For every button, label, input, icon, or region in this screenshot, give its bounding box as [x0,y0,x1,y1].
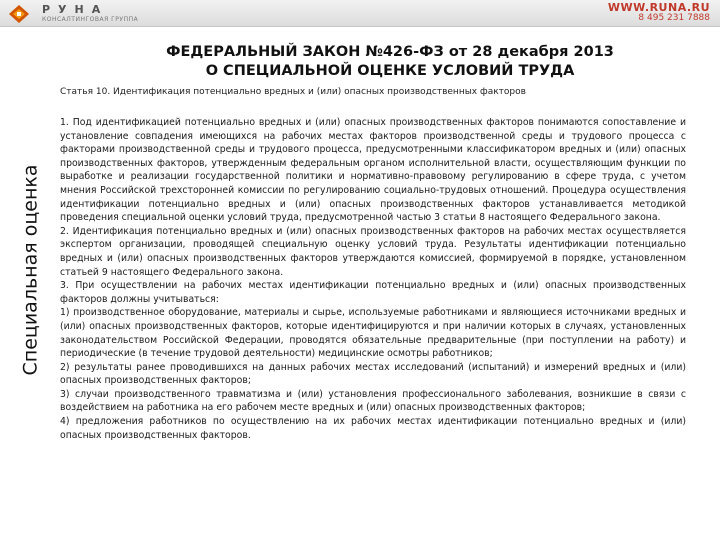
contact-block [608,1,710,23]
sidebar-title-text: Специальная оценка [19,164,41,376]
paragraph: 2. Идентификация потенциально вредных и (или) опасных производственных факторов на рабочих местах осуществляется экспертом организации, проводящей специальную оценку условий труда. Результаты идентификации потенциально вредных и (или) опасных производственных факторов утверждаются комиссией, формируемой в порядке, установленном статьей 9 настоящего Федерального закона. [60,225,686,278]
paragraph: 3. При осуществлении на рабочих местах идентификации потенциально вредных и (или) опасных производственных факторов должны учитываться: [60,280,686,305]
article-heading: Статья 10. Идентификация потенциально вредных и (или) опасных производственных факторов [60,87,526,97]
brand-name: РУНА [42,3,109,16]
header-bar [0,0,720,27]
title-line-2: О СПЕЦИАЛЬНОЙ ОЦЕНКЕ УСЛОВИЙ ТРУДА [205,63,575,79]
logo-mark-icon [8,4,30,24]
paragraph: 2) результаты ранее проводившихся на данных рабочих местах исследований (испытаний) и измерений вредных и (или) опасных производственных факторов; [60,361,686,387]
phone-number: 8 495 231 7888 [638,13,710,23]
law-text [60,116,686,442]
website-link[interactable]: WWW.RUNA.RU [607,1,710,14]
paragraph: 1. Под идентификацией потенциально вредных и (или) опасных производственных факторов понимаются сопоставление и установление совпадения имеющихся на рабочих местах факторов производственной среды и трудового процесса с факторами производственной среды и трудового процесса, предусмотренными классификатором вредных и (или) опасных производственных факторов, утвержденным федеральным органом исполнительной власти, осуществляющим функции по выработке и реализации государственной политики и нормативно-правовому регулированию в сфере труда, с учетом мнения Российской трехсторонней комиссии по регулированию социально-трудовых отношений. Процедура осуществления идентификации потенциально вредных и (или) опасных производственных факторов устанавливается методикой проведения специальной оценки условий труда, предусмотренной частью 3 статьи 8 настоящего Федерального закона. [60,117,686,224]
page-title [60,43,720,81]
sidebar-title [18,140,42,400]
title-line-1: ФЕДЕРАЛЬНЫЙ ЗАКОН №426-ФЗ от 28 декабря 2013 [166,44,614,60]
paragraph: 1) производственное оборудование, материалы и сырье, используемые работниками и являющиеся источниками вредных и (или) опасных производственных факторов, которые идентифицируются и при наличии которых в случаях, установленных законодательством Российской Федерации, проводятся обязательные предварительные (при поступлении на работу) и периодические (в течение трудовой деятельности) медицинские осмотры работников; [60,307,686,360]
company-logo[interactable] [8,3,148,25]
paragraph: 4) предложения работников по осуществлению на их рабочих местах идентификации потенциально вредных и (или) опасных производственных факторов. [60,416,686,441]
brand-subtitle: КОНСАЛТИНГОВАЯ ГРУППА [42,16,139,23]
paragraph: 3) случаи производственного травматизма и (или) установления профессионального заболевания, возникшие в связи с воздействием на работника на его рабочем месте вредных и (или) опасных производственных факторов; [60,388,686,414]
